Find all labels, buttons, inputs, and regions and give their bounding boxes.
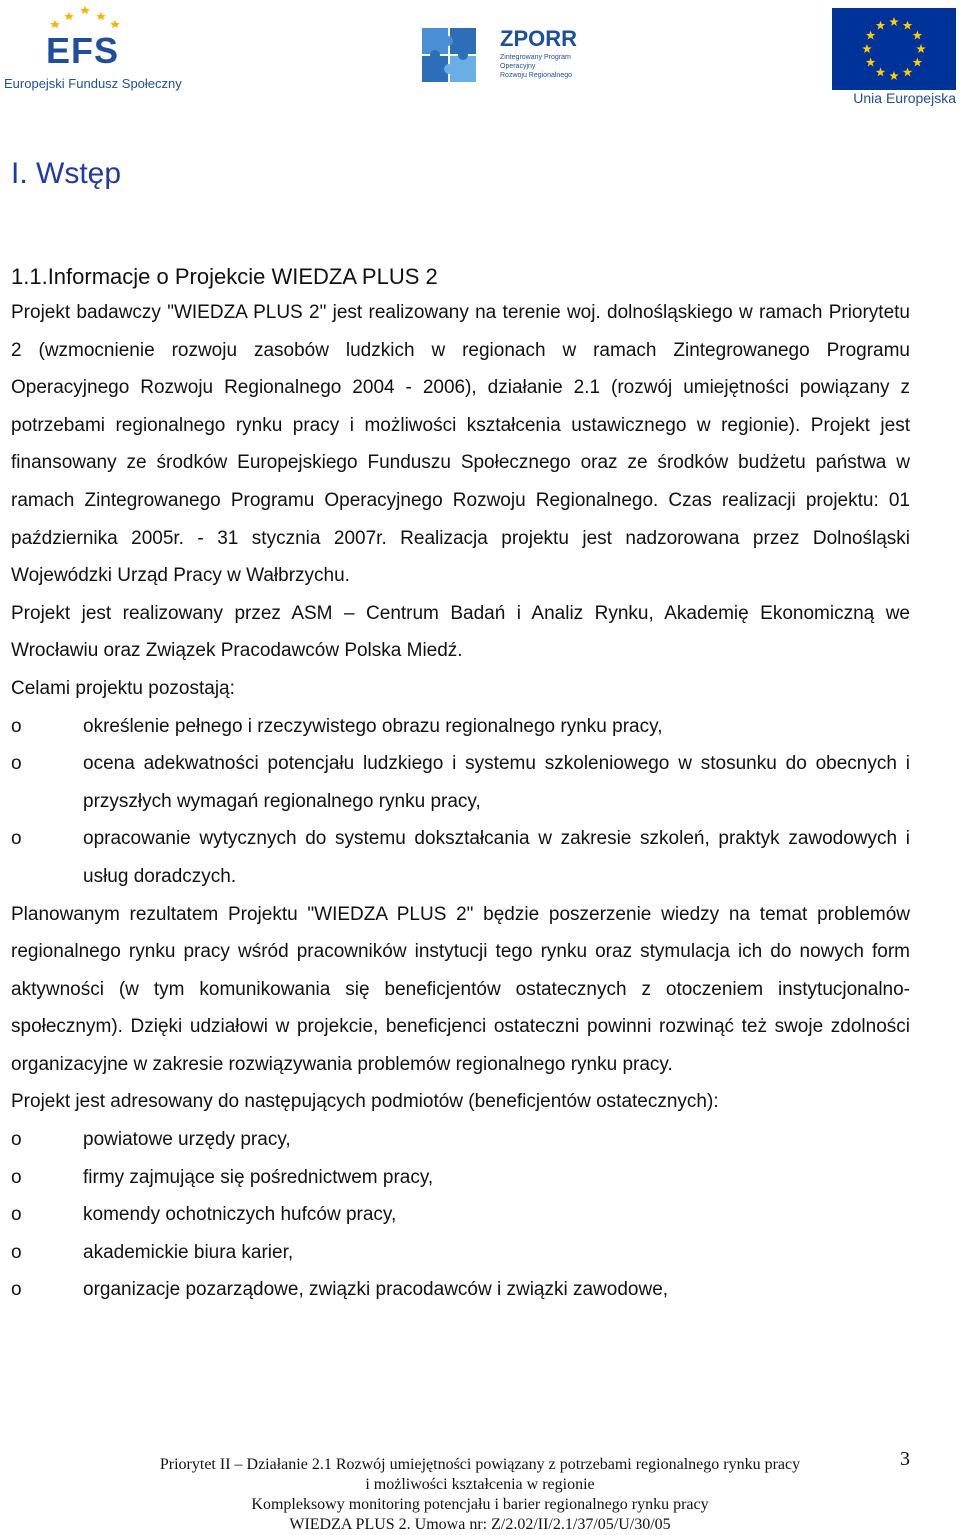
page-footer [0, 1455, 960, 1535]
eu-star-icon [903, 67, 913, 76]
zporr-line: Rozwoju Regionalnego [500, 72, 572, 79]
efs-logo [4, 4, 182, 96]
bullet-marker: o [11, 828, 22, 850]
heading-2: 1.1.Informacje o Projekcie WIEDZA PLUS 2 [11, 264, 438, 289]
list-item [11, 1121, 910, 1159]
paragraph-results: Planowanym rezultatem Projektu "WIEDZA PLUS 2" będzie poszerzenie wiedzy na temat problemów regionalnego rynku pracy wśród pracowników instytucji tego rynku oraz stymulacja ich do nowych form aktywności (w tym komunikowania się beneficjentów ostatecznych z otoczeniem instytucjonalno-społecznym). Dzięki udziałowi w projekcie, beneficjenci ostateczni powinni rozwinąć też swoje zdolności organizacyjne w zakresie rozwiązywania problemów regionalnego rynku pracy. [11, 903, 910, 1075]
eu-star-icon [913, 31, 923, 40]
list-item-text: firmy zajmujące się pośrednictwem pracy, [83, 1166, 434, 1188]
eu-star-icon [903, 21, 913, 30]
efs-subtitle: Europejski Fundusz Społeczny [4, 76, 182, 91]
page-number: 3 [900, 1448, 910, 1470]
efs-logo-text: EFS [46, 30, 120, 71]
addressees-list [11, 1121, 910, 1309]
list-item [11, 745, 910, 820]
eu-star-icon [889, 71, 899, 80]
bullet-marker: o [11, 715, 22, 737]
bullet-marker: o [11, 1204, 22, 1226]
zporr-line: Zintegrowany Program [500, 54, 571, 61]
eu-caption: Unia Europejska [853, 90, 956, 106]
list-item [11, 820, 910, 895]
list-item-text: powiatowe urzędy pracy, [83, 1129, 291, 1151]
list-item-text: akademickie biura karier, [83, 1241, 294, 1263]
list-item-text: komendy ochotniczych hufców pracy, [83, 1204, 397, 1226]
footer-line: Priorytet II – Działanie 2.1 Rozwój umiejętności powiązany z potrzebami regionalnego rynku pracy [159, 1456, 801, 1473]
eu-star-icon [889, 17, 899, 26]
eu-star-icon [866, 31, 876, 40]
bullet-marker: o [11, 1241, 22, 1263]
paragraph-block [11, 294, 910, 1309]
zporr-title: ZPORR [500, 26, 577, 51]
eu-star-icon [866, 58, 876, 67]
footer-line: WIEDZA PLUS 2. Umowa nr: Z/2.02/II/2.1/37/05/U/30/05 [289, 1516, 671, 1533]
footer-line: i możliwości kształcenia w regionie [365, 1476, 595, 1493]
eu-star-icon [916, 44, 926, 53]
list-item [11, 1196, 910, 1234]
eu-star-icon [876, 21, 886, 30]
list-item [11, 1159, 910, 1197]
eu-star-icon [913, 58, 923, 67]
zporr-line: Operacyjny [500, 63, 536, 70]
bullet-marker: o [11, 1129, 22, 1151]
list-item-text: opracowanie wytycznych do systemu dokształcania w zakresie szkoleń, praktyk zawodowych i usług doradczych. [83, 828, 910, 887]
eu-star-icon [862, 44, 872, 53]
list-item [11, 708, 910, 746]
list-item-text: określenie pełnego i rzeczywistego obrazu regionalnego rynku pracy, [83, 715, 663, 737]
zporr-logo [418, 20, 588, 90]
document-body [11, 150, 910, 1309]
list-item-text: organizacje pozarządowe, związki pracodawców i związki zawodowe, [83, 1279, 669, 1301]
goals-list [11, 708, 910, 896]
paragraph-realizers: Projekt jest realizowany przez ASM – Centrum Badań i Analiz Rynku, Akademię Ekonomiczną we Wrocławiu oraz Związek Pracodawców Polska Miedź. [11, 602, 910, 662]
eu-logo [832, 8, 956, 108]
list-item [11, 1234, 910, 1272]
list-item [11, 1271, 910, 1309]
paragraph-addressees-intro: Projekt jest adresowany do następujących podmiotów (beneficjentów ostatecznych): [11, 1091, 719, 1113]
bullet-marker: o [11, 1166, 22, 1188]
paragraph-intro: Projekt badawczy "WIEDZA PLUS 2" jest realizowany na terenie woj. dolnośląskiego w ramach Priorytetu 2 (wzmocnienie rozwoju zasobów ludzkich w regionach w ramach Zintegrowanego Programu Operacyjnego Rozwoju Regionalnego 2004 - 2006), działanie 2.1 (rozwój umiejętności powiązany z potrzebami regionalnego rynku pracy i możliwości kształcenia ustawicznego w regionie). Projekt jest finansowany ze środków Europejskiego Funduszu Społecznego oraz ze środków budżetu państwa w ramach Zintegrowanego Programu Operacyjnego Rozwoju Regionalnego. Czas realizacji projektu: 01 października 2005r. - 31 stycznia 2007r. Realizacja projektu jest nadzorowana przez Dolnośląski Wojewódzki Urząd Pracy w Wałbrzychu. [11, 302, 910, 587]
bullet-marker: o [11, 1279, 22, 1301]
footer-line: Kompleksowy monitoring potencjału i barier regionalnego rynku pracy [251, 1496, 709, 1513]
eu-flag-icon [832, 8, 956, 90]
heading-1: I. Wstęp [11, 157, 122, 190]
paragraph-goals-intro: Celami projektu pozostają: [11, 677, 235, 699]
bullet-marker: o [11, 753, 22, 775]
list-item-text: ocena adekwatności potencjału ludzkiego i systemu szkoleniowego w stosunku do obecnych i przyszłych wymagań regionalnego rynku pracy, [83, 753, 910, 812]
puzzle-icon [418, 20, 482, 88]
eu-star-icon [876, 67, 886, 76]
stars-icon [50, 6, 120, 28]
